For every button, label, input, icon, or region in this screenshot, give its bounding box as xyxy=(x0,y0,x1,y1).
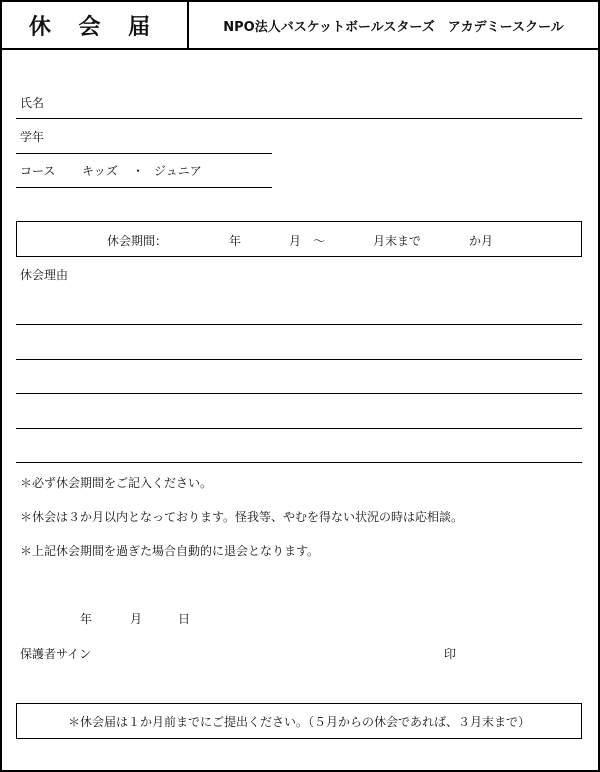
note-item: ＊休会は３か月以内となっております。怪我等、やむを得ない状況の時は応相談。 xyxy=(20,510,464,524)
grade-field-line[interactable] xyxy=(16,153,272,154)
date-year-unit: 年 xyxy=(80,612,93,626)
name-label: 氏名 xyxy=(20,96,45,110)
seal-mark: 印 xyxy=(444,647,457,661)
period-year-unit: 年 xyxy=(229,234,242,248)
period-duration-unit: か月 xyxy=(469,234,494,248)
period-box xyxy=(16,221,582,257)
reason-line[interactable] xyxy=(16,324,582,325)
submission-deadline-note: ＊休会届は１か月前までにご提出ください。（５月からの休会であれば、３月末まで） xyxy=(16,703,582,739)
date-month-unit: 月 xyxy=(130,612,143,626)
date-day-unit: 日 xyxy=(178,612,191,626)
period-label: 休会期間： xyxy=(107,234,168,248)
guardian-signature-label: 保護者サイン xyxy=(20,647,92,661)
organization-name: NPO法人バスケットボールスターズ アカデミースクール xyxy=(223,19,564,35)
form-title: 休 会 届 xyxy=(2,2,189,48)
form-header xyxy=(2,2,598,50)
period-until-label: 月末まで xyxy=(373,234,422,248)
period-month-unit: 月 xyxy=(289,234,302,248)
course-label: コース xyxy=(20,164,56,178)
course-separator: ・ xyxy=(132,164,145,178)
note-item: ＊必ず休会期間をご記入ください。 xyxy=(20,476,213,490)
reason-label: 休会理由 xyxy=(20,268,69,282)
course-option-junior[interactable]: ジュニア xyxy=(154,164,202,178)
grade-label: 学年 xyxy=(20,130,45,144)
course-option-kids[interactable]: キッズ xyxy=(82,164,118,178)
reason-line[interactable] xyxy=(16,462,582,463)
reason-line[interactable] xyxy=(16,393,582,394)
name-field-line[interactable] xyxy=(16,118,582,119)
reason-line[interactable] xyxy=(16,359,582,360)
reason-line[interactable] xyxy=(16,428,582,429)
course-field-line xyxy=(16,187,272,188)
period-tilde: 〜 xyxy=(313,234,326,248)
note-item: ＊上記休会期間を過ぎた場合自動的に退会となります。 xyxy=(20,544,320,558)
